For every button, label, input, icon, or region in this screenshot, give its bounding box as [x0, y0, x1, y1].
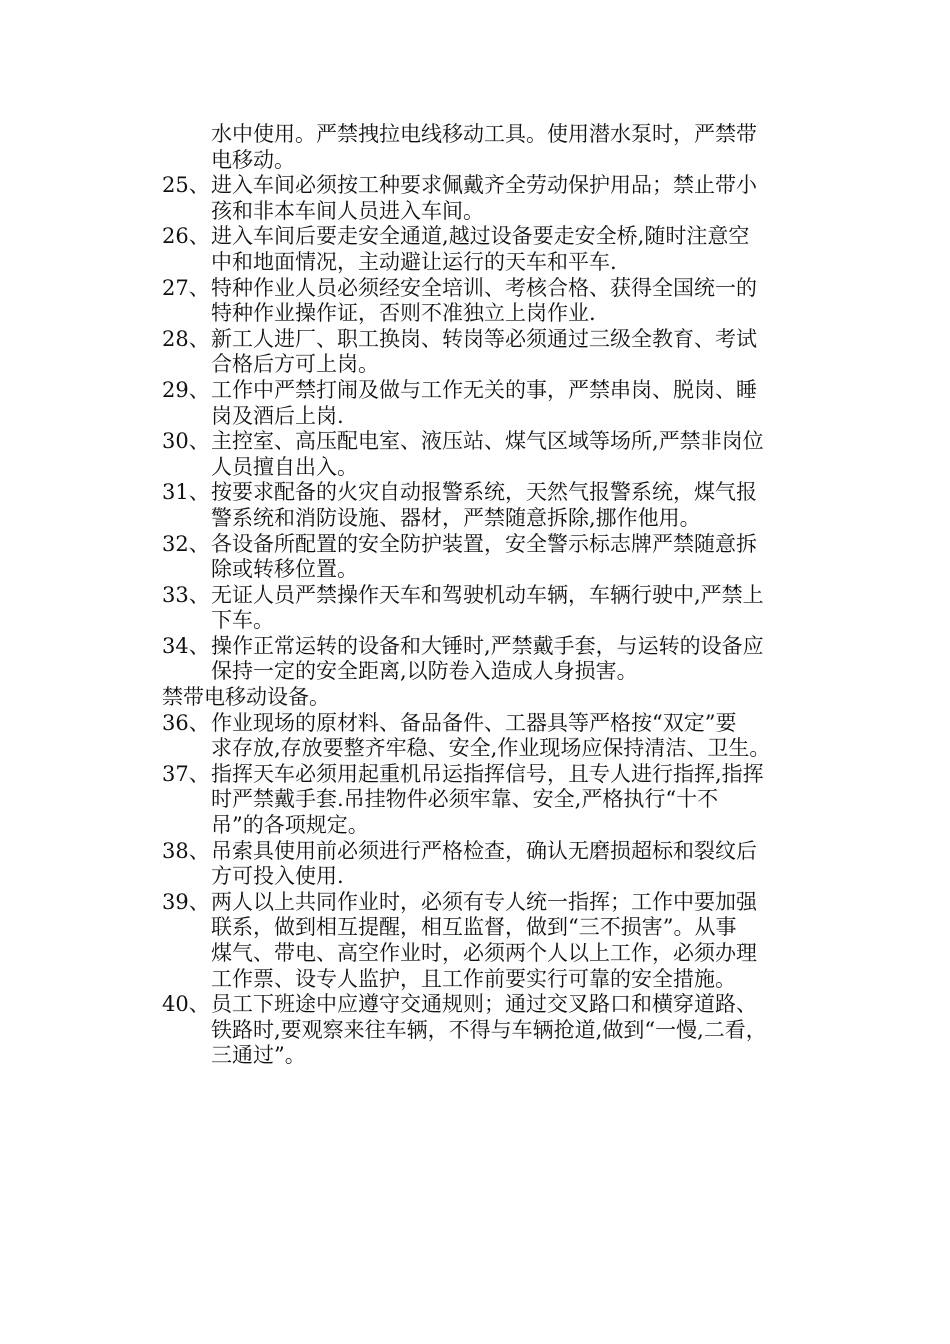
rule-item-39	[162, 890, 822, 916]
rule-text-line: 按要求配备的火灾自动报警系统，天然气报警系统，煤气报	[211, 480, 757, 505]
rule-text-line: 除或转移位置。	[211, 557, 358, 582]
rule-text-line: 进入车间后要走安全通道,越过设备要走安全桥,随时注意空	[211, 224, 750, 249]
rule-text-line: 作业现场的原材料、备品备件、工器具等严格按“双定”要	[211, 710, 737, 735]
rule-item-25	[162, 173, 822, 199]
rule-item-33	[162, 583, 822, 609]
rule-text-line: 中和地面情况，主动避让运行的天车和平车.	[211, 249, 617, 274]
rule-number: 37、	[162, 761, 210, 786]
rule-text-line: 新工人进厂、职工换岗、转岗等必须通过三级全教育、考试	[211, 326, 757, 351]
rule-text-line: 求存放,存放要整齐牢稳、安全,作业现场应保持清洁、卫生。	[211, 736, 771, 761]
rule-item-27	[162, 276, 822, 302]
rule-number: 33、	[162, 582, 210, 607]
rule-text-line: 岗及酒后上岗.	[211, 403, 344, 428]
rule-text-line: 主控室、高压配电室、液压站、煤气区域等场所,严禁非岗位	[211, 429, 764, 454]
rule-text-line: 特种作业人员必须经安全培训、考核合格、获得全国统一的	[211, 275, 757, 300]
rule-text-line: 吊”的各项规定。	[211, 813, 369, 838]
rule-text-line: 人员擅自出入。	[211, 454, 358, 479]
rule-text-line: 操作正常运转的设备和大锤时,严禁戴手套，与运转的设备应	[211, 633, 764, 658]
rule-text-line: 铁路时,要观察来往车辆，不得与车辆抢道,做到“一慢,二看，	[211, 1017, 767, 1042]
rule-text-line: 两人以上共同作业时，必须有专人统一指挥；工作中要加强	[211, 889, 757, 914]
rule-text-line: 合格后方可上岗。	[211, 352, 379, 377]
rule-number: 36、	[162, 710, 210, 735]
rule-text-line: 吊索具使用前必须进行严格检查，确认无磨损超标和裂纹后	[211, 838, 757, 863]
rule-number: 30、	[162, 429, 210, 454]
rule-text-line: 下车。	[211, 608, 274, 633]
rule-text-line: 特种作业操作证，否则不准独立上岗作业.	[211, 301, 596, 326]
rule-item-38	[162, 839, 822, 865]
rule-text-line: 指挥天车必须用起重机吊运指挥信号，且专人进行指挥,指挥	[211, 761, 764, 786]
rule-number: 27、	[162, 275, 210, 300]
rule-text-line: 员工下班途中应遵守交通规则；通过交叉路口和横穿道路、	[211, 992, 757, 1017]
rule-item-28	[162, 327, 822, 353]
rule-item-37	[162, 762, 822, 788]
rule-text-line: 进入车间必须按工种要求佩戴齐全劳动保护用品；禁止带小	[211, 173, 757, 198]
rule-item-26	[162, 224, 822, 250]
rule-text-line: 方可投入使用.	[211, 864, 344, 889]
rule-text-line: 工作票、设专人监护，且工作前要实行可靠的安全措施。	[211, 966, 736, 991]
rule-text-line: 煤气、带电、高空作业时，必须两个人以上工作，必须办理	[211, 941, 757, 965]
rule-number: 31、	[162, 480, 210, 505]
rule-number: 34、	[162, 633, 210, 658]
rule-item-31	[162, 480, 822, 506]
rule-number: 32、	[162, 531, 210, 556]
rule-text-line: 时严禁戴手套.吊挂物件必须牢靠、安全,严格执行“十不	[211, 787, 719, 812]
rule-number: 40、	[162, 992, 210, 1017]
rule-text-line: 警系统和消防设施、器材，严禁随意拆除,挪作他用。	[211, 505, 701, 530]
rule-text-line: 无证人员严禁操作天车和驾驶机动车辆，车辆行驶中,严禁上	[211, 582, 764, 607]
rule-text-line: 孩和非本车间人员进入车间。	[211, 198, 484, 223]
rule-text-line: 各设备所配置的安全防护装置，安全警示标志牌严禁随意拆	[211, 531, 757, 556]
rule-text-line: 三通过”。	[211, 1043, 306, 1068]
rule-text-line: 工作中严禁打闹及做与工作无关的事，严禁串岗、脱岗、睡	[211, 377, 757, 402]
rule-item-32	[162, 532, 822, 558]
rule-text-line: 联系，做到相互提醒，相互监督，做到“三不损害”。从事	[211, 915, 737, 940]
rule-item-40	[162, 992, 822, 1018]
rule-number: 38、	[162, 838, 210, 863]
rule-number: 28、	[162, 326, 210, 351]
orphan-text-line: 禁带电移动设备。	[162, 685, 330, 710]
rule-text-line: 保持一定的安全距离,以防卷入造成人身损害。	[211, 659, 638, 684]
continuation-line: 电移动。	[211, 147, 295, 172]
rule-item-36	[162, 711, 822, 737]
rule-item-34	[162, 634, 822, 660]
rule-number: 26、	[162, 224, 210, 249]
rule-item-30	[162, 429, 822, 455]
rule-number: 39、	[162, 889, 210, 914]
continuation-line: 水中使用。严禁拽拉电线移动工具。使用潜水泵时，严禁带	[211, 122, 757, 146]
safety-rules-text	[162, 122, 822, 1069]
rule-number: 29、	[162, 377, 210, 402]
rule-number: 25、	[162, 173, 210, 198]
rule-item-29	[162, 378, 822, 404]
